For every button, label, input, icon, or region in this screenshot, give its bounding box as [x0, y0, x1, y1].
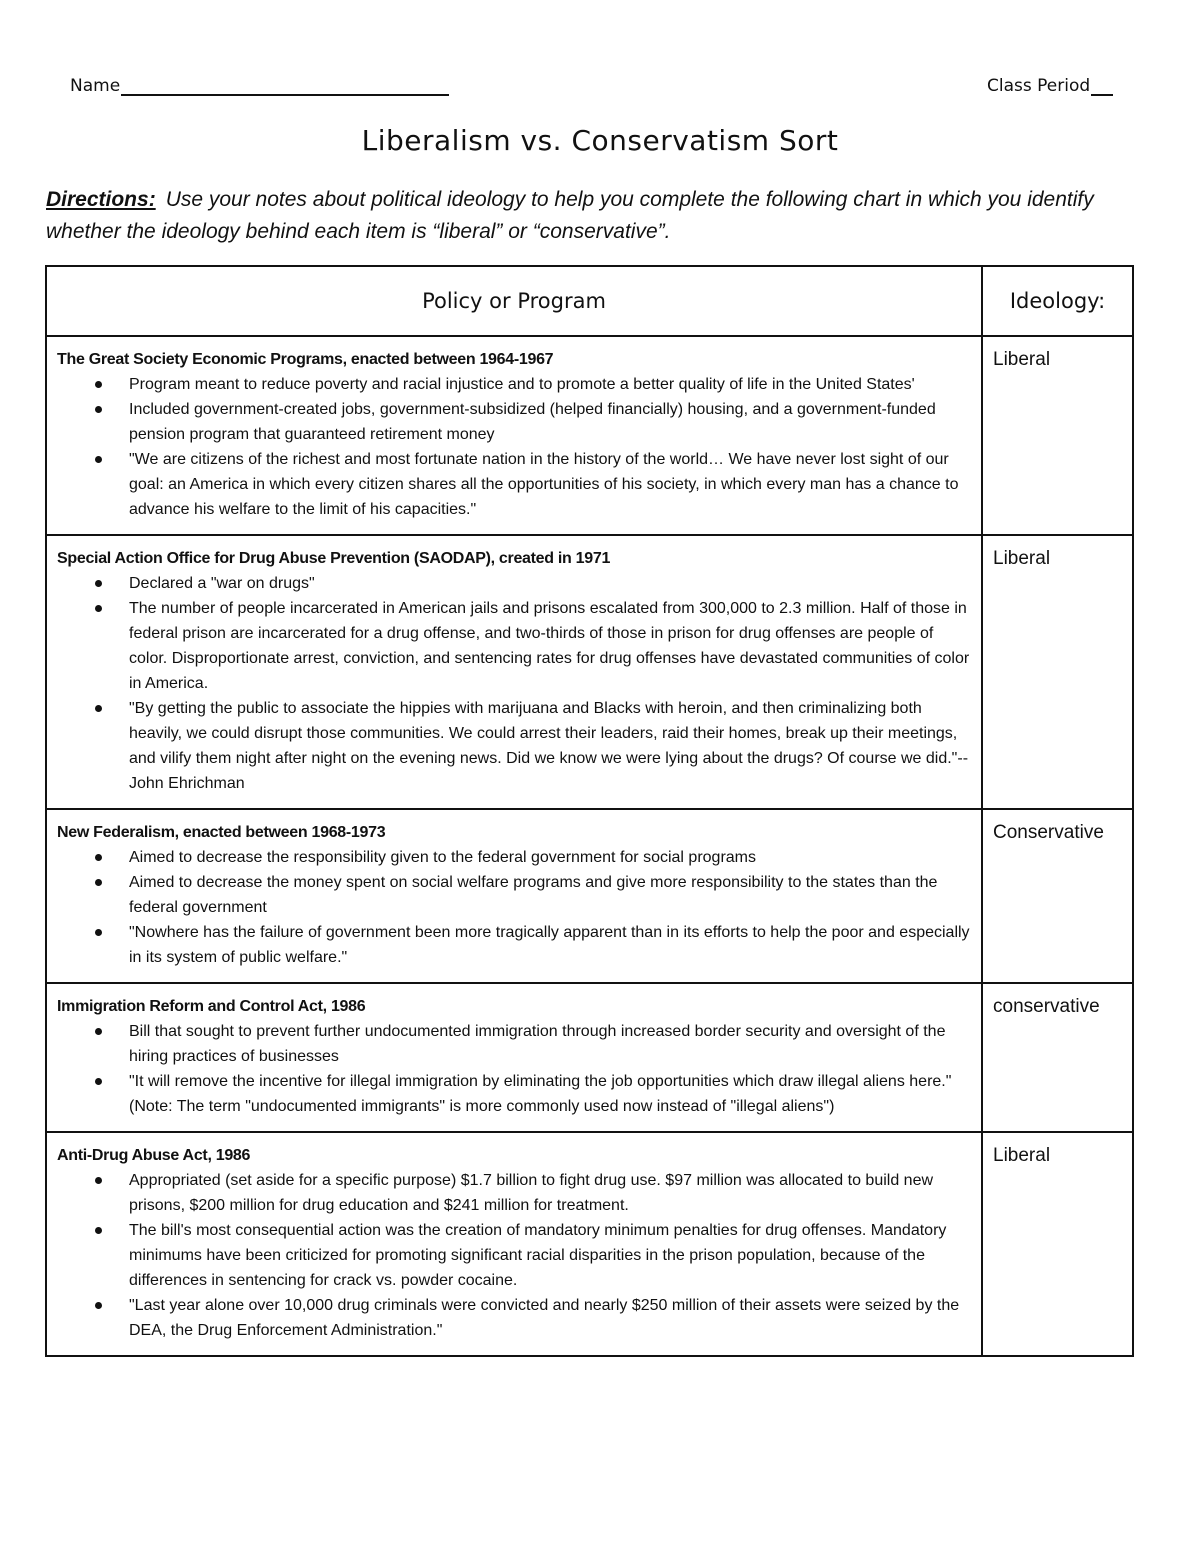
policy-bullet-text: "Last year alone over 10,000 drug criminals were convicted and nearly $250 million of their assets were seized by the DEA, the Drug Enforcement Administration." [129, 1297, 960, 1339]
policy-bullet-text: The bill's most consequential action was the creation of mandatory minimum penalties for drug offenses. Mandatory minimums have been criticized for promoting significant racial disparities in the prison population, because of the differences in sentencing for crack vs. powder cocaine. [129, 1222, 947, 1289]
policy-bullet [129, 1069, 971, 1119]
class-period-field[interactable] [987, 76, 1113, 96]
class-period-blank-line[interactable] [1091, 76, 1113, 96]
policy-bullet [129, 845, 971, 870]
directions [46, 184, 1146, 248]
policy-bullet-list [57, 845, 971, 970]
bullet-dot-icon [95, 381, 102, 388]
policy-title: New Federalism, enacted between 1968-1973 [57, 824, 386, 841]
bullet-dot-icon [95, 580, 102, 587]
ideology-answer[interactable]: Liberal [982, 535, 1133, 809]
bullet-dot-icon [95, 1227, 102, 1234]
policy-cell [46, 336, 982, 535]
ideology-answer[interactable]: Liberal [982, 336, 1133, 535]
bullet-dot-icon [95, 929, 102, 936]
policy-bullet [129, 571, 971, 596]
col-header-policy: Policy or Program [46, 266, 982, 336]
policy-bullet-text: "It will remove the incentive for illegal immigration by eliminating the job opportunities which draw illegal aliens here." (Note: The term "undocumented immigrants" is more commonly used now instead of "illegal aliens") [129, 1073, 952, 1115]
name-field[interactable] [70, 76, 449, 96]
policy-bullet-text: "We are citizens of the richest and most fortunate nation in the history of the world… We have never lost sight of our goal: an America in which every citizen shares all the opportunities of his society, in which every man has a chance to advance his welfare to the limit of his capacities." [129, 451, 959, 518]
bullet-dot-icon [95, 605, 102, 612]
policy-bullet-text: "By getting the public to associate the hippies with marijuana and Blacks with heroin, and then criminalizing both heavily, we could disrupt those communities. We could arrest their leaders, raid their homes, break up their meetings, and vilify them night after night on the evening news. Did we know we were lying about the drugs? Of course we did."--John Ehrichman [129, 700, 969, 792]
page-title: Liberalism vs. Conservatism Sort [361, 124, 839, 157]
policy-bullet-text: Aimed to decrease the responsibility given to the federal government for social programs [129, 849, 756, 866]
ideology-answer[interactable]: Conservative [982, 809, 1133, 983]
ideology-answer[interactable]: conservative [982, 983, 1133, 1132]
col-header-ideology: Ideology: [982, 266, 1133, 336]
class-period-label: Class Period [987, 76, 1091, 96]
policy-bullet-text: Included government-created jobs, government-subsidized (helped financially) housing, and a government-funded pension program that guaranteed retirement money [129, 401, 936, 443]
bullet-dot-icon [95, 456, 102, 463]
policy-bullet [129, 1218, 971, 1293]
table-row [46, 1132, 1133, 1356]
policy-bullet-text: Appropriated (set aside for a specific purpose) $1.7 billion to fight drug use. $97 million was allocated to build new prisons, $200 million for drug education and $241 million for treatment. [129, 1172, 934, 1214]
policy-title: Special Action Office for Drug Abuse Prevention (SAODAP), created in 1971 [57, 550, 611, 567]
policy-bullet [129, 1293, 971, 1343]
policy-title: The Great Society Economic Programs, enacted between 1964-1967 [57, 351, 554, 368]
bullet-dot-icon [95, 1078, 102, 1085]
directions-text: Use your notes about political ideology to help you complete the following chart in which you identify whether the ideology behind each item is “liberal” or “conservative”. [46, 188, 1094, 243]
policy-bullet-list [57, 1019, 971, 1119]
bullet-dot-icon [95, 406, 102, 413]
policy-bullet-text: Program meant to reduce poverty and racial injustice and to promote a better quality of life in the United States' [129, 376, 915, 393]
bullet-dot-icon [95, 1177, 102, 1184]
policy-title: Immigration Reform and Control Act, 1986 [57, 998, 366, 1015]
policy-cell [46, 535, 982, 809]
policy-bullet-list [57, 571, 971, 796]
table-row [46, 983, 1133, 1132]
policy-bullet [129, 1019, 971, 1069]
policy-bullet-list [57, 1168, 971, 1343]
bullet-dot-icon [95, 1028, 102, 1035]
table-row [46, 535, 1133, 809]
directions-lead: Directions: [46, 188, 156, 211]
policy-bullet-text: Bill that sought to prevent further undocumented immigration through increased border security and oversight of the hiring practices of businesses [129, 1023, 946, 1065]
policy-bullet-list [57, 372, 971, 522]
policy-bullet-text: Aimed to decrease the money spent on social welfare programs and give more responsibility to the states than the federal government [129, 874, 938, 916]
bullet-dot-icon [95, 879, 102, 886]
policy-bullet-text: Declared a "war on drugs" [129, 575, 315, 592]
policy-bullet [129, 920, 971, 970]
policy-bullet-text: "Nowhere has the failure of government been more tragically apparent than in its efforts to help the poor and especially in its system of public welfare." [129, 924, 970, 966]
name-blank-line[interactable] [121, 76, 449, 96]
policy-bullet [129, 447, 971, 522]
name-label: Name [70, 76, 121, 96]
policy-bullet [129, 1168, 971, 1218]
policy-cell [46, 809, 982, 983]
table-row [46, 336, 1133, 535]
table-header-row [46, 266, 1133, 336]
table-row [46, 809, 1133, 983]
policy-bullet [129, 696, 971, 796]
policy-bullet [129, 397, 971, 447]
sort-table [45, 265, 1134, 1357]
policy-bullet [129, 372, 971, 397]
bullet-dot-icon [95, 854, 102, 861]
policy-cell [46, 1132, 982, 1356]
policy-cell [46, 983, 982, 1132]
bullet-dot-icon [95, 705, 102, 712]
policy-title: Anti-Drug Abuse Act, 1986 [57, 1147, 251, 1164]
bullet-dot-icon [95, 1302, 102, 1309]
policy-bullet [129, 596, 971, 696]
policy-bullet-text: The number of people incarcerated in American jails and prisons escalated from 300,000 to 2.3 million. Half of those in federal prison are incarcerated for a drug offense, and two-thirds of those in prison for drug offenses are people of color. Disproportionate arrest, conviction, and sentencing rates for drug offenses have devastated communities of color in America. [129, 600, 970, 692]
policy-bullet [129, 870, 971, 920]
ideology-answer[interactable]: Liberal [982, 1132, 1133, 1356]
